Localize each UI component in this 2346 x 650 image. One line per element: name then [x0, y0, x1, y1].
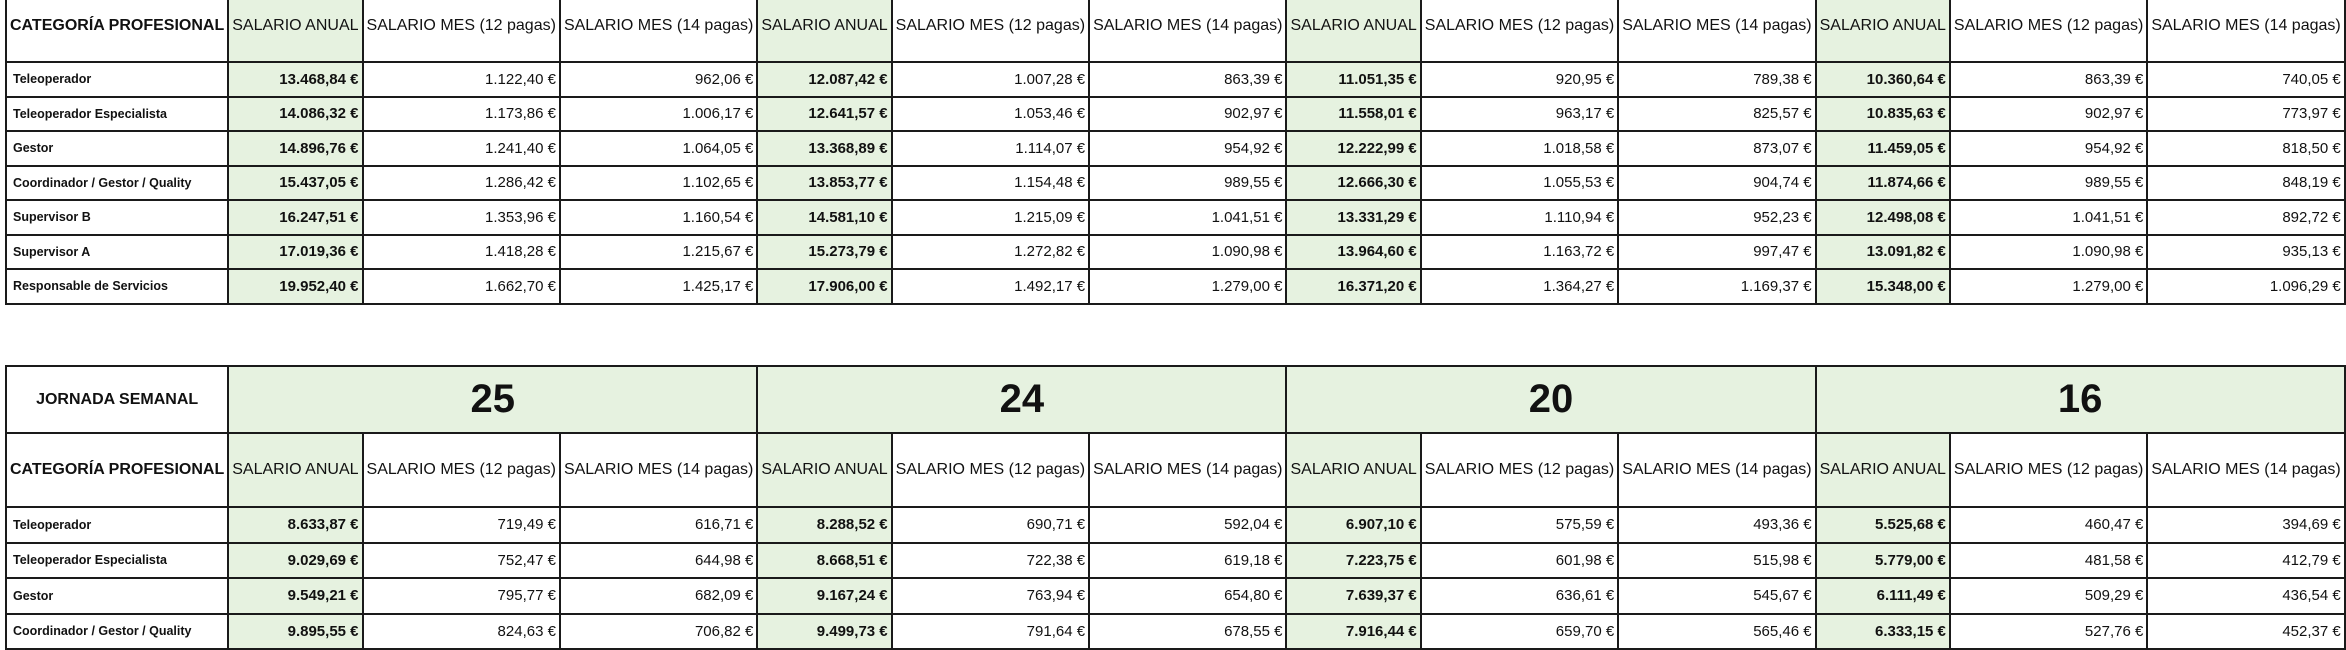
monthly-14-cell: 682,09 € [560, 578, 757, 614]
table-row [6, 507, 2345, 543]
monthly-14-cell: 1.279,00 € [1089, 269, 1286, 304]
monthly-12-header: SALARIO MES (12 pagas) [1421, 0, 1618, 62]
table-row [6, 97, 2345, 132]
table-row [6, 131, 2345, 166]
monthly-14-cell: 452,37 € [2147, 614, 2344, 650]
annual-salary-cell: 14.581,10 € [757, 200, 891, 235]
monthly-12-cell: 575,59 € [1421, 507, 1618, 543]
category-header: CATEGORÍA PROFESIONAL [6, 433, 228, 507]
monthly-12-cell: 1.662,70 € [363, 269, 560, 304]
monthly-12-cell: 719,49 € [363, 507, 560, 543]
annual-salary-cell: 12.087,42 € [757, 62, 891, 97]
monthly-14-cell: 935,13 € [2147, 235, 2344, 270]
weekly-hours-header: JORNADA SEMANAL [6, 366, 228, 433]
annual-salary-cell: 9.029,69 € [228, 543, 362, 579]
monthly-12-cell: 1.110,94 € [1421, 200, 1618, 235]
monthly-12-cell: 1.154,48 € [892, 166, 1089, 201]
monthly-14-cell: 515,98 € [1618, 543, 1815, 579]
table-row [6, 166, 2345, 201]
annual-salary-header: SALARIO ANUAL [228, 433, 362, 507]
monthly-12-cell: 1.114,07 € [892, 131, 1089, 166]
monthly-14-cell: 592,04 € [1089, 507, 1286, 543]
monthly-12-cell: 601,98 € [1421, 543, 1618, 579]
monthly-14-cell: 989,55 € [1089, 166, 1286, 201]
annual-salary-cell: 6.907,10 € [1286, 507, 1420, 543]
monthly-12-cell: 752,47 € [363, 543, 560, 579]
hours-value: 25 [228, 366, 757, 433]
category-cell: Supervisor A [6, 235, 228, 270]
annual-salary-cell: 10.835,63 € [1816, 97, 1950, 132]
monthly-12-cell: 763,94 € [892, 578, 1089, 614]
annual-salary-cell: 12.666,30 € [1286, 166, 1420, 201]
monthly-14-cell: 436,54 € [2147, 578, 2344, 614]
monthly-14-cell: 1.064,05 € [560, 131, 757, 166]
table-row [6, 269, 2345, 304]
monthly-12-cell: 1.215,09 € [892, 200, 1089, 235]
monthly-12-cell: 1.353,96 € [363, 200, 560, 235]
monthly-14-cell: 863,39 € [1089, 62, 1286, 97]
monthly-14-header: SALARIO MES (14 pagas) [1089, 0, 1286, 62]
table-row [6, 578, 2345, 614]
annual-salary-cell: 11.051,35 € [1286, 62, 1420, 97]
monthly-12-header: SALARIO MES (12 pagas) [363, 433, 560, 507]
annual-salary-cell: 19.952,40 € [228, 269, 362, 304]
annual-salary-cell: 6.111,49 € [1816, 578, 1950, 614]
annual-salary-cell: 10.360,64 € [1816, 62, 1950, 97]
table-row [6, 200, 2345, 235]
annual-salary-cell: 9.895,55 € [228, 614, 362, 650]
header-row [6, 0, 2345, 62]
monthly-12-cell: 1.272,82 € [892, 235, 1089, 270]
salary-table-bottom [5, 365, 2346, 650]
table-row [6, 62, 2345, 97]
annual-salary-cell: 12.641,57 € [757, 97, 891, 132]
monthly-12-cell: 863,39 € [1950, 62, 2147, 97]
category-cell: Responsable de Servicios [6, 269, 228, 304]
category-cell: Supervisor B [6, 200, 228, 235]
monthly-14-cell: 904,74 € [1618, 166, 1815, 201]
annual-salary-cell: 15.348,00 € [1816, 269, 1950, 304]
annual-salary-cell: 8.668,51 € [757, 543, 891, 579]
annual-salary-cell: 11.874,66 € [1816, 166, 1950, 201]
monthly-12-header: SALARIO MES (12 pagas) [1421, 433, 1618, 507]
monthly-12-cell: 1.241,40 € [363, 131, 560, 166]
monthly-14-cell: 825,57 € [1618, 97, 1815, 132]
monthly-12-cell: 824,63 € [363, 614, 560, 650]
monthly-12-header: SALARIO MES (12 pagas) [363, 0, 560, 62]
monthly-12-cell: 1.173,86 € [363, 97, 560, 132]
monthly-12-cell: 527,76 € [1950, 614, 2147, 650]
monthly-14-cell: 997,47 € [1618, 235, 1815, 270]
monthly-12-cell: 1.364,27 € [1421, 269, 1618, 304]
annual-salary-cell: 8.288,52 € [757, 507, 891, 543]
monthly-14-cell: 740,05 € [2147, 62, 2344, 97]
annual-salary-cell: 9.549,21 € [228, 578, 362, 614]
category-cell: Coordinador / Gestor / Quality [6, 614, 228, 650]
monthly-14-header: SALARIO MES (14 pagas) [560, 0, 757, 62]
monthly-14-cell: 412,79 € [2147, 543, 2344, 579]
annual-salary-cell: 7.223,75 € [1286, 543, 1420, 579]
category-cell: Teleoperador Especialista [6, 97, 228, 132]
monthly-14-cell: 1.215,67 € [560, 235, 757, 270]
monthly-14-header: SALARIO MES (14 pagas) [1618, 433, 1815, 507]
monthly-12-cell: 954,92 € [1950, 131, 2147, 166]
table-row [6, 614, 2345, 650]
annual-salary-header: SALARIO ANUAL [1286, 0, 1420, 62]
annual-salary-cell: 5.525,68 € [1816, 507, 1950, 543]
monthly-12-cell: 920,95 € [1421, 62, 1618, 97]
annual-salary-cell: 12.222,99 € [1286, 131, 1420, 166]
monthly-12-cell: 1.279,00 € [1950, 269, 2147, 304]
annual-salary-cell: 12.498,08 € [1816, 200, 1950, 235]
monthly-14-cell: 706,82 € [560, 614, 757, 650]
monthly-14-cell: 789,38 € [1618, 62, 1815, 97]
monthly-12-cell: 902,97 € [1950, 97, 2147, 132]
monthly-14-cell: 619,18 € [1089, 543, 1286, 579]
monthly-12-cell: 1.418,28 € [363, 235, 560, 270]
monthly-14-cell: 1.006,17 € [560, 97, 757, 132]
table-row [6, 543, 2345, 579]
annual-salary-cell: 8.633,87 € [228, 507, 362, 543]
monthly-12-cell: 1.122,40 € [363, 62, 560, 97]
annual-salary-header: SALARIO ANUAL [228, 0, 362, 62]
annual-salary-cell: 15.437,05 € [228, 166, 362, 201]
monthly-14-cell: 678,55 € [1089, 614, 1286, 650]
monthly-12-cell: 1.053,46 € [892, 97, 1089, 132]
category-cell: Teleoperador [6, 507, 228, 543]
monthly-12-cell: 1.018,58 € [1421, 131, 1618, 166]
monthly-12-cell: 1.055,53 € [1421, 166, 1618, 201]
monthly-12-cell: 690,71 € [892, 507, 1089, 543]
monthly-14-cell: 962,06 € [560, 62, 757, 97]
monthly-12-cell: 791,64 € [892, 614, 1089, 650]
monthly-12-cell: 1.492,17 € [892, 269, 1089, 304]
monthly-12-cell: 1.090,98 € [1950, 235, 2147, 270]
annual-salary-cell: 7.916,44 € [1286, 614, 1420, 650]
monthly-14-header: SALARIO MES (14 pagas) [2147, 0, 2344, 62]
salary-table-top [5, 0, 2346, 305]
annual-salary-header: SALARIO ANUAL [757, 433, 891, 507]
annual-salary-cell: 16.247,51 € [228, 200, 362, 235]
annual-salary-cell: 13.331,29 € [1286, 200, 1420, 235]
annual-salary-header: SALARIO ANUAL [1816, 433, 1950, 507]
annual-salary-cell: 11.558,01 € [1286, 97, 1420, 132]
annual-salary-cell: 14.086,32 € [228, 97, 362, 132]
monthly-12-cell: 722,38 € [892, 543, 1089, 579]
monthly-12-cell: 460,47 € [1950, 507, 2147, 543]
hours-value: 24 [757, 366, 1286, 433]
annual-salary-cell: 13.964,60 € [1286, 235, 1420, 270]
annual-salary-cell: 13.368,89 € [757, 131, 891, 166]
monthly-14-cell: 952,23 € [1618, 200, 1815, 235]
category-header: CATEGORÍA PROFESIONAL [6, 0, 228, 62]
monthly-12-cell: 481,58 € [1950, 543, 2147, 579]
category-cell: Teleoperador Especialista [6, 543, 228, 579]
monthly-14-cell: 565,46 € [1618, 614, 1815, 650]
monthly-14-cell: 1.102,65 € [560, 166, 757, 201]
header-row [6, 433, 2345, 507]
monthly-14-cell: 654,80 € [1089, 578, 1286, 614]
monthly-12-cell: 1.286,42 € [363, 166, 560, 201]
monthly-14-cell: 1.160,54 € [560, 200, 757, 235]
annual-salary-cell: 13.091,82 € [1816, 235, 1950, 270]
annual-salary-cell: 16.371,20 € [1286, 269, 1420, 304]
monthly-14-cell: 1.169,37 € [1618, 269, 1815, 304]
category-cell: Gestor [6, 578, 228, 614]
annual-salary-cell: 9.499,73 € [757, 614, 891, 650]
annual-salary-cell: 6.333,15 € [1816, 614, 1950, 650]
monthly-12-header: SALARIO MES (12 pagas) [1950, 0, 2147, 62]
annual-salary-header: SALARIO ANUAL [1816, 0, 1950, 62]
weekly-hours-row [6, 366, 2345, 433]
annual-salary-cell: 13.853,77 € [757, 166, 891, 201]
category-cell: Coordinador / Gestor / Quality [6, 166, 228, 201]
monthly-14-header: SALARIO MES (14 pagas) [560, 433, 757, 507]
annual-salary-cell: 17.906,00 € [757, 269, 891, 304]
monthly-14-cell: 954,92 € [1089, 131, 1286, 166]
monthly-14-cell: 1.090,98 € [1089, 235, 1286, 270]
table-row [6, 235, 2345, 270]
monthly-12-cell: 795,77 € [363, 578, 560, 614]
monthly-14-cell: 616,71 € [560, 507, 757, 543]
category-cell: Gestor [6, 131, 228, 166]
category-cell: Teleoperador [6, 62, 228, 97]
monthly-12-header: SALARIO MES (12 pagas) [892, 433, 1089, 507]
annual-salary-header: SALARIO ANUAL [1286, 433, 1420, 507]
monthly-14-header: SALARIO MES (14 pagas) [2147, 433, 2344, 507]
annual-salary-cell: 11.459,05 € [1816, 131, 1950, 166]
monthly-14-header: SALARIO MES (14 pagas) [1089, 433, 1286, 507]
annual-salary-cell: 13.468,84 € [228, 62, 362, 97]
monthly-12-header: SALARIO MES (12 pagas) [892, 0, 1089, 62]
monthly-14-cell: 892,72 € [2147, 200, 2344, 235]
monthly-14-cell: 1.096,29 € [2147, 269, 2344, 304]
monthly-12-cell: 1.163,72 € [1421, 235, 1618, 270]
monthly-12-cell: 509,29 € [1950, 578, 2147, 614]
hours-value: 16 [1816, 366, 2345, 433]
monthly-12-cell: 963,17 € [1421, 97, 1618, 132]
monthly-14-cell: 773,97 € [2147, 97, 2344, 132]
monthly-12-cell: 636,61 € [1421, 578, 1618, 614]
annual-salary-header: SALARIO ANUAL [757, 0, 891, 62]
monthly-14-cell: 394,69 € [2147, 507, 2344, 543]
monthly-14-cell: 873,07 € [1618, 131, 1815, 166]
annual-salary-cell: 9.167,24 € [757, 578, 891, 614]
annual-salary-cell: 7.639,37 € [1286, 578, 1420, 614]
monthly-12-cell: 659,70 € [1421, 614, 1618, 650]
monthly-12-cell: 1.041,51 € [1950, 200, 2147, 235]
monthly-12-header: SALARIO MES (12 pagas) [1950, 433, 2147, 507]
monthly-14-cell: 1.041,51 € [1089, 200, 1286, 235]
monthly-12-cell: 989,55 € [1950, 166, 2147, 201]
annual-salary-cell: 5.779,00 € [1816, 543, 1950, 579]
monthly-14-cell: 545,67 € [1618, 578, 1815, 614]
monthly-14-cell: 848,19 € [2147, 166, 2344, 201]
annual-salary-cell: 15.273,79 € [757, 235, 891, 270]
monthly-14-cell: 818,50 € [2147, 131, 2344, 166]
monthly-14-header: SALARIO MES (14 pagas) [1618, 0, 1815, 62]
hours-value: 20 [1286, 366, 1815, 433]
annual-salary-cell: 14.896,76 € [228, 131, 362, 166]
monthly-12-cell: 1.007,28 € [892, 62, 1089, 97]
monthly-14-cell: 644,98 € [560, 543, 757, 579]
monthly-14-cell: 1.425,17 € [560, 269, 757, 304]
annual-salary-cell: 17.019,36 € [228, 235, 362, 270]
monthly-14-cell: 902,97 € [1089, 97, 1286, 132]
monthly-14-cell: 493,36 € [1618, 507, 1815, 543]
